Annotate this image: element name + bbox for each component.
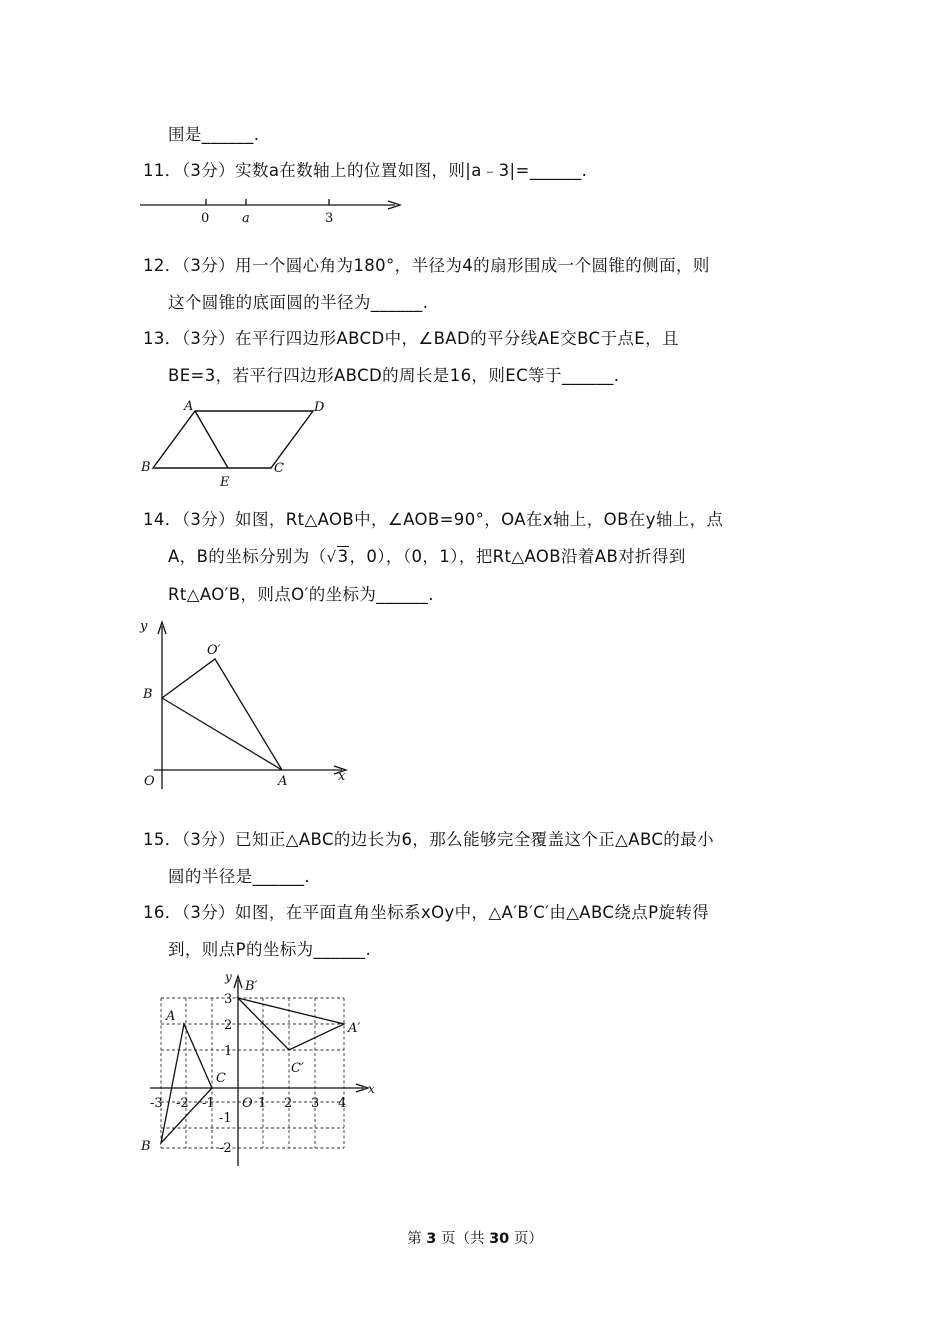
fig16-ytick: -2 [219,1141,232,1156]
question-13-line-2: BE=3，若平行四边形ABCD的周长是16，则EC等于______. [168,366,620,385]
fig11-label-3: 3 [325,211,334,226]
fig16-ytick: 3 [224,992,233,1007]
question-12-line-2: 这个圆锥的底面圆的半径为______. [168,293,429,312]
footer-middle: 页（共 [440,1231,485,1247]
fig14-label-o-prime: O′ [207,643,221,658]
fig16-xtick: -3 [150,1096,163,1111]
fig16-axis-x: x [368,1082,375,1096]
fig16-label-b-prime: B′ [245,979,258,994]
fig16-label-b: B [141,1139,151,1154]
question-16-line-1: 16．（3分）如图，在平面直角坐标系xOy中，△A′B′C′由△ABC绕点P旋转得 [143,903,710,922]
question-15-line-2: 圆的半径是______. [168,867,311,886]
q14-coord-suffix: ，0），（0，1），把Rt△AOB沿着AB对折得到 [349,547,686,566]
question-16-line-2: 到，则点P的坐标为______. [168,940,372,959]
q14-coord-prefix: A，B的坐标分别为（ [168,547,327,566]
fig13-parallelogram [138,396,338,492]
fig13-label-e: E [220,475,230,490]
fig16-ytick: 1 [224,1044,233,1059]
q10-tail: 围是______. [168,125,260,144]
sqrt-symbol: √ [326,548,337,566]
fig16-origin-label: O [242,1096,253,1111]
footer-total-pages: 30 [489,1231,510,1247]
fig11-number-line [140,193,410,227]
fig16-label-c: C [216,1071,226,1086]
fig14-label-b: B [143,687,153,702]
fig14-label-o: O [144,774,155,789]
fig16-xtick: 3 [311,1096,320,1111]
fig14-label-y: y [140,619,148,634]
footer-suffix: 页） [513,1231,543,1247]
fig13-label-a: A [184,399,194,414]
question-12-line-1: 12．（3分）用一个圆心角为180°，半径为4的扇形围成一个圆锥的侧面，则 [143,256,710,275]
fig11-label-a: a [242,211,250,226]
fig13-label-b: B [141,460,151,475]
question-11: 11．（3分）实数a在数轴上的位置如图，则|a﹣3|=______. [143,161,588,180]
fig14-label-x: x [338,769,346,784]
fig16-xtick: 1 [258,1096,267,1111]
fig16-label-a: A [166,1009,176,1024]
fig11-label-0: 0 [201,211,210,226]
fig13-label-c: C [274,461,284,476]
fig16-xtick: 4 [338,1096,347,1111]
fig14-coordinate-figure [138,614,358,794]
fig16-label-c-prime: C′ [291,1061,304,1076]
fig16-label-a-prime: A′ [348,1021,361,1036]
page-footer [0,1229,950,1249]
question-13-line-1: 13．（3分）在平行四边形ABCD中，∠BAD的平分线AE交BC于点E，且 [143,329,679,348]
question-15-line-1: 15．（3分）已知正△ABC的边长为6，那么能够完全覆盖这个正△ABC的最小 [143,830,714,849]
footer-page-number: 3 [426,1231,437,1247]
footer-prefix: 第 [407,1231,422,1247]
fig16-axis-y: y [225,970,232,984]
question-14-line-2 [168,546,686,568]
fig16-grid-figure [136,970,386,1166]
fig16-ytick: -1 [219,1111,232,1126]
sqrt-radicand: 3 [337,547,349,566]
question-14-line-1: 14．（3分）如图，Rt△AOB中，∠AOB=90°，OA在x轴上，OB在y轴上，点 [143,510,724,529]
fig13-label-d: D [314,400,325,415]
question-14-line-3: Rt△AO′B，则点O′的坐标为______. [168,585,434,604]
fig16-ytick: 2 [224,1018,233,1033]
fig16-xtick: 2 [284,1096,293,1111]
fig16-xtick: -2 [176,1096,189,1111]
fig14-label-a: A [278,774,288,789]
fig16-xtick: -1 [202,1096,215,1111]
